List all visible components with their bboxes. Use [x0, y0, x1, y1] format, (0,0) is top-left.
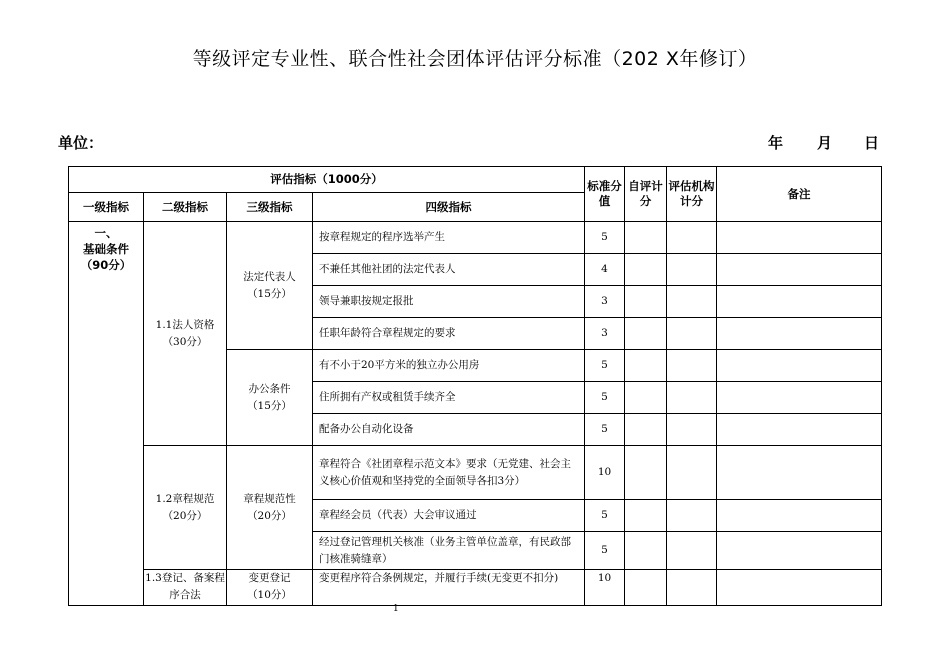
remark-cell[interactable] [717, 532, 882, 570]
criterion-score: 4 [585, 254, 625, 286]
remark-cell[interactable] [717, 570, 882, 606]
level3-line: 变更登记 [248, 572, 291, 584]
agency-score-cell[interactable] [667, 254, 717, 286]
agency-score-cell[interactable] [667, 222, 717, 254]
agency-score-cell[interactable] [667, 414, 717, 446]
criterion-score: 5 [585, 414, 625, 446]
criterion-score: 10 [585, 570, 625, 606]
header-level1: 一级指标 [69, 193, 144, 222]
level2-legal-person [144, 222, 227, 446]
agency-score-cell[interactable] [667, 286, 717, 318]
criterion-text: 有不小于20平方米的独立办公用房 [313, 350, 585, 382]
remark-cell[interactable] [717, 286, 882, 318]
unit-label: 单位： [58, 134, 104, 152]
level2-line: 1.3登记、备案程序合法 [145, 572, 225, 601]
remark-cell[interactable] [717, 500, 882, 532]
remark-cell[interactable] [717, 318, 882, 350]
level1-basic-conditions [69, 222, 144, 606]
level3-line: （15分） [247, 399, 292, 412]
criterion-score: 5 [585, 382, 625, 414]
agency-score-cell[interactable] [667, 382, 717, 414]
page-title: 等级评定专业性、联合性社会团体评估评分标准（202 X年修订） [192, 48, 758, 70]
level3-line: （10分） [247, 589, 292, 601]
group-header: 评估指标（1000分） [69, 167, 585, 193]
level1-line: 一、 [94, 226, 118, 240]
criterion-text: 按章程规定的程序选举产生 [313, 222, 585, 254]
criterion-score: 3 [585, 318, 625, 350]
header-level4: 四级指标 [313, 193, 585, 222]
level3-office [227, 350, 313, 446]
criterion-score: 5 [585, 500, 625, 532]
agency-score-cell[interactable] [667, 532, 717, 570]
level3-line: 法定代表人 [243, 270, 296, 283]
self-score-cell[interactable] [625, 414, 667, 446]
remark-cell[interactable] [717, 414, 882, 446]
level2-registration [144, 570, 227, 606]
criterion-text: 章程符合《社团章程示范文本》要求（无党建、社会主义核心价值观和坚持党的全面领导各扣3分） [313, 446, 585, 500]
criterion-score: 10 [585, 446, 625, 500]
remark-cell[interactable] [717, 350, 882, 382]
level2-line: 1.2章程规范 [155, 492, 215, 505]
criterion-text: 章程经会员（代表）大会审议通过 [313, 500, 585, 532]
self-score-cell[interactable] [625, 500, 667, 532]
remark-cell[interactable] [717, 382, 882, 414]
self-score-cell[interactable] [625, 350, 667, 382]
level3-change-registration [227, 570, 313, 606]
level1-line: 基础条件 [83, 242, 129, 256]
criterion-text: 配备办公自动化设备 [313, 414, 585, 446]
agency-score-cell[interactable] [667, 500, 717, 532]
criterion-score: 3 [585, 286, 625, 318]
criterion-score: 5 [585, 532, 625, 570]
level2-line: 1.1法人资格 [155, 318, 215, 331]
self-score-cell[interactable] [625, 222, 667, 254]
remark-cell[interactable] [717, 254, 882, 286]
remark-cell[interactable] [717, 222, 882, 254]
level3-line: 章程规范性 [243, 492, 296, 505]
criterion-text: 任职年龄符合章程规定的要求 [313, 318, 585, 350]
header-level2: 二级指标 [144, 193, 227, 222]
criterion-text: 住所拥有产权或租赁手续齐全 [313, 382, 585, 414]
remark-cell[interactable] [717, 446, 882, 500]
level2-charter [144, 446, 227, 570]
self-score-cell[interactable] [625, 286, 667, 318]
date-year-label: 年 [768, 134, 784, 152]
agency-score-cell[interactable] [667, 570, 717, 606]
date-day-label: 日 [864, 134, 880, 152]
agency-score-cell[interactable] [667, 318, 717, 350]
date-month-label: 月 [817, 134, 833, 152]
level3-legal-rep [227, 222, 313, 350]
scoring-table [68, 166, 882, 606]
level3-line: 办公条件 [248, 382, 291, 395]
self-score-cell[interactable] [625, 382, 667, 414]
agency-score-cell[interactable] [667, 446, 717, 500]
criterion-text: 不兼任其他社团的法定代表人 [313, 254, 585, 286]
self-score-cell[interactable] [625, 532, 667, 570]
self-score-cell[interactable] [625, 446, 667, 500]
criterion-score: 5 [585, 222, 625, 254]
level3-charter [227, 446, 313, 570]
criterion-text: 变更程序符合条例规定，并履行手续(无变更不扣分) [313, 570, 585, 606]
level3-line: （15分） [247, 287, 292, 300]
header-self: 自评计分 [625, 167, 667, 222]
self-score-cell[interactable] [625, 318, 667, 350]
level2-line: （30分） [162, 335, 208, 348]
agency-score-cell[interactable] [667, 350, 717, 382]
header-standard: 标准分值 [585, 167, 625, 222]
self-score-cell[interactable] [625, 570, 667, 606]
level3-line: （20分） [247, 509, 292, 522]
self-score-cell[interactable] [625, 254, 667, 286]
level2-line: （20分） [162, 509, 208, 522]
header-remark: 备注 [717, 167, 882, 222]
criterion-text: 领导兼职按规定报批 [313, 286, 585, 318]
criterion-score: 5 [585, 350, 625, 382]
criterion-text: 经过登记管理机关核准（业务主管单位盖章，有民政部门核准骑缝章） [313, 532, 585, 570]
header-agency: 评估机构计分 [667, 167, 717, 222]
header-level3: 三级指标 [227, 193, 313, 222]
page-number: 1 [393, 604, 399, 614]
level1-line: （90分） [80, 258, 132, 272]
